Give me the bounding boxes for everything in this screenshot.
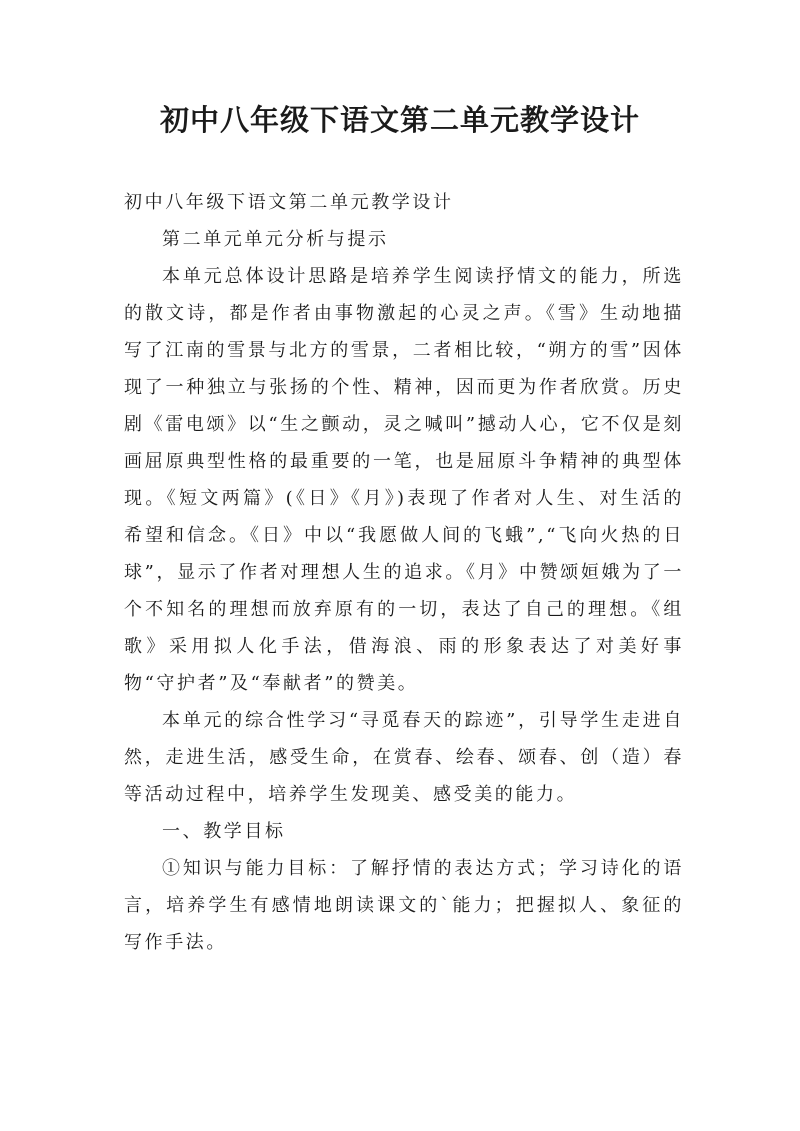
section-heading: 一、教学目标 (162, 821, 286, 842)
body-paragraph: ①知识与能力目标：了解抒情的表达方式；学习诗化的语言，培养学生有感情地朗读课文的`能力；把握拟人、象征的写作手法。 (124, 858, 684, 953)
subtitle-line: 初中八年级下语文第二单元教学设计 (124, 192, 454, 213)
document-body (124, 184, 684, 961)
section-heading: 第二单元单元分析与提示 (162, 229, 389, 250)
document-title: 初中八年级下语文第二单元教学设计 (159, 103, 640, 137)
body-paragraph: 本单元的综合性学习“寻觅春天的踪迹”，引导学生走进自然，走进生活，感受生命，在赏春、绘春、颂春、创（造）春等活动过程中，培养学生发现美、感受美的能力。 (124, 710, 684, 805)
body-paragraph: 本单元总体设计思路是培养学生阅读抒情文的能力，所选的散文诗，都是作者由事物激起的心灵之声。《雪》生动地描写了江南的雪景与北方的雪景，二者相比较，“朔方的雪”因体现了一种独立与张扬的个性、精神，因而更为作者欣赏。历史剧《雷电颂》以“生之颤动，灵之喊叫”撼动人心，它不仅是刻画屈原典型性格的最重要的一笔，也是屈原斗争精神的典型体现。《短文两篇》(《日》《月》)表现了作者对人生、对生活的希望和信念。《日》中以“我愿做人间的飞蛾”,“飞向火热的日球”，显示了作者对理想人生的追求。《月》中赞颂姮娥为了一个不知名的理想而放弃原有的一切，表达了自己的理想。《组歌》采用拟人化手法，借海浪、雨的形象表达了对美好事物“守护者”及“奉献者”的赞美。 (124, 266, 684, 694)
